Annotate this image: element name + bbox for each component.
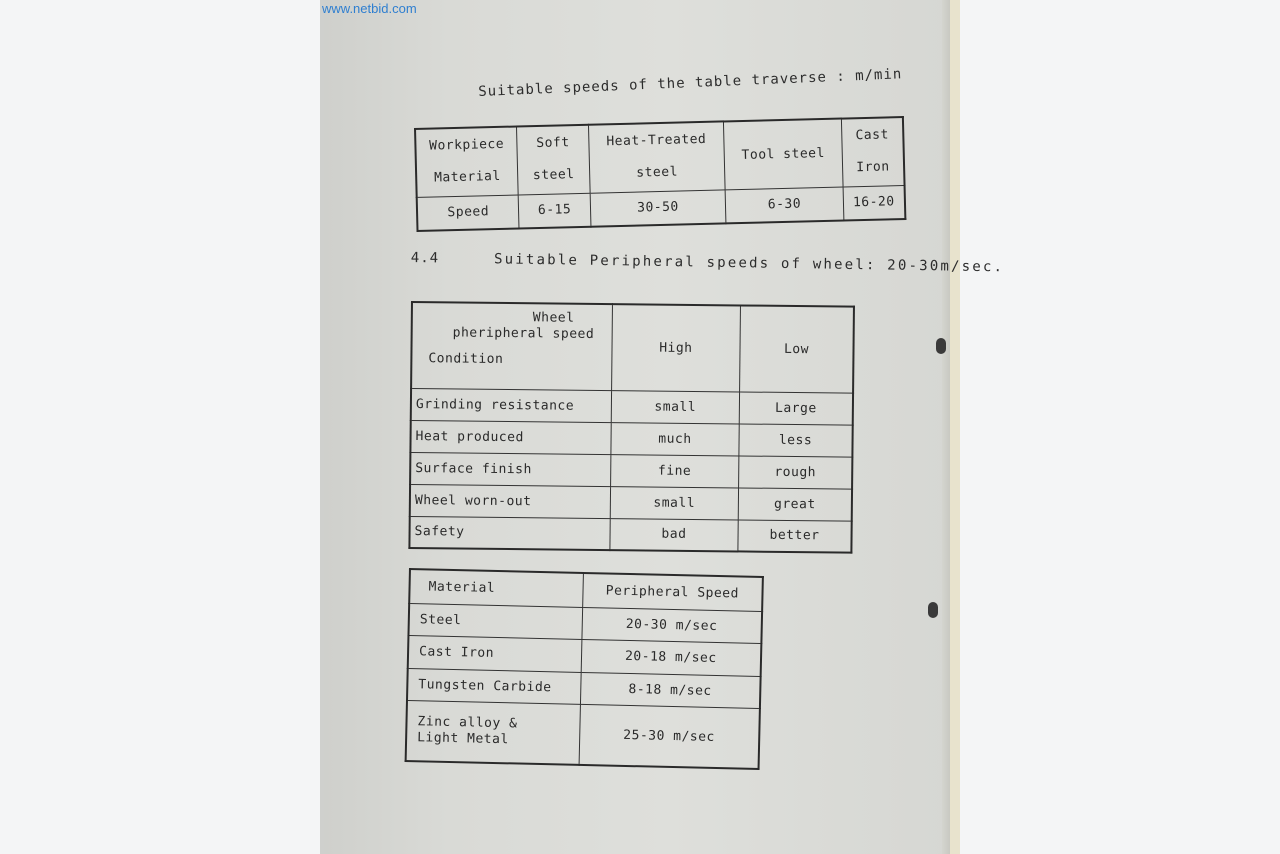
header-material: Material — [409, 569, 583, 607]
low-cell: rough — [739, 455, 853, 488]
material-cell: Zinc alloy & Light Metal — [406, 700, 580, 765]
header-wheel: Wheel — [532, 310, 575, 326]
table-row — [410, 484, 852, 521]
header-soft-steel: Soft steel — [517, 125, 590, 195]
value-heat-treated: 30-50 — [590, 189, 726, 226]
condition-cell: Heat produced — [410, 420, 611, 454]
high-cell: bad — [610, 518, 738, 551]
watermark: www.netbid.com — [322, 1, 417, 16]
header-peripheral-speed: pheripheral speed — [452, 325, 595, 342]
binder-ring-icon — [928, 602, 938, 618]
wheel-speed-table — [408, 301, 855, 554]
table-row — [411, 388, 853, 425]
material-cell: Steel — [408, 603, 582, 639]
condition-cell: Safety — [409, 516, 610, 550]
value-soft-steel: 6-15 — [519, 193, 591, 229]
header-heat-treated-steel: Heat-Treated steel — [588, 121, 725, 192]
page-strip — [950, 0, 960, 854]
table-row — [410, 452, 852, 489]
row-label-speed: Speed — [417, 194, 520, 230]
value-tool-steel: 6-30 — [725, 187, 843, 224]
high-cell: small — [610, 486, 738, 519]
condition-cell: Surface finish — [410, 452, 611, 486]
speed-cell: 20-30 m/sec — [582, 607, 763, 643]
low-cell: less — [739, 423, 853, 456]
material-cell: Tungsten Carbide — [407, 668, 581, 704]
table-row — [409, 516, 851, 553]
header-workpiece-material: Workpiece Material — [415, 126, 519, 196]
high-cell: much — [611, 422, 739, 455]
header-tool-steel: Tool steel — [724, 119, 843, 190]
table-traverse-speeds — [414, 116, 906, 232]
low-cell: great — [738, 487, 852, 520]
value-cast-iron: 16-20 — [843, 185, 906, 220]
header-condition: Condition — [428, 351, 504, 367]
material-speed-table — [405, 568, 764, 770]
condition-cell: Wheel worn-out — [410, 484, 611, 518]
high-cell: small — [611, 390, 739, 423]
condition-cell: Grinding resistance — [411, 388, 612, 422]
high-cell: fine — [610, 454, 738, 487]
material-cell: Cast Iron — [408, 636, 582, 672]
table-row — [406, 700, 760, 769]
speed-cell: 25-30 m/sec — [579, 704, 760, 769]
header-peripheral-speed: Peripheral Speed — [582, 573, 763, 611]
header-low: Low — [740, 305, 854, 392]
binder-ring-icon — [936, 338, 946, 354]
header-condition-cell — [411, 302, 612, 390]
low-cell: better — [738, 519, 852, 552]
speed-cell: 20-18 m/sec — [581, 640, 762, 676]
table-traverse-title: Suitable speeds of the table traverse : m/min — [478, 66, 903, 100]
header-high: High — [611, 304, 740, 391]
low-cell: Large — [739, 391, 853, 424]
section-number: 4.4 — [410, 250, 440, 267]
speed-cell: 8-18 m/sec — [580, 672, 761, 708]
section-title: Suitable Peripheral speeds of wheel: 20-30m/sec. — [493, 251, 1005, 276]
table-row — [410, 420, 852, 457]
header-cast-iron: Cast Iron — [841, 117, 904, 186]
